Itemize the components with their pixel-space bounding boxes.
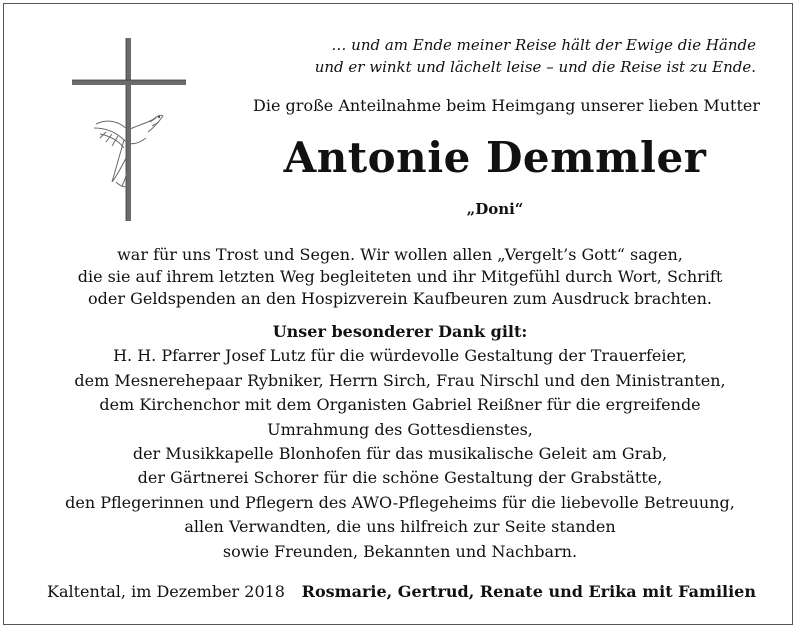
motto-line: und er winkt und lächelt leise – und die Reise ist zu Ende. — [314, 58, 756, 76]
thanks-line: dem Kirchenchor mit dem Organisten Gabriel Reißner für die ergreifende — [99, 395, 701, 415]
thanks-line: dem Mesnerehepaar Rybniker, Herrn Sirch, Frau Nirschl und den Ministranten, — [74, 370, 726, 390]
thanks-line: der Gärtnerei Schorer für die schöne Gestaltung der Grabstätte, — [137, 468, 663, 488]
gratitude-line: war für uns Trost und Segen. Wir wollen allen „Vergelt’s Gott“ sagen, — [117, 245, 683, 264]
signatories: Rosmarie, Gertrud, Renate und Erika mit Familien — [301, 582, 756, 601]
gratitude-paragraph — [0, 244, 800, 310]
cross-with-dove-icon — [66, 36, 196, 226]
thanks-line: Umrahmung des Gottesdienstes, — [267, 419, 533, 439]
gratitude-line: oder Geldspenden an den Hospizverein Kaufbeuren zum Ausdruck brachten. — [88, 289, 712, 308]
deceased-nickname: „Doni“ — [466, 200, 524, 218]
deceased-name: Antonie Demmler — [283, 133, 707, 182]
place-and-date: Kaltental, im Dezember 2018 — [47, 582, 285, 601]
thanks-line: sowie Freunden, Bekannten und Nachbarn. — [222, 541, 578, 561]
thanks-title: Unser besonderer Dank gilt: — [272, 322, 528, 341]
thanks-line: den Pflegerinnen und Pflegern des AWO-Pflegeheims für die liebevolle Betreuung, — [65, 492, 735, 512]
motto-line: … und am Ende meiner Reise hält der Ewige die Hände — [331, 36, 756, 54]
thanks-line: allen Verwandten, die uns hilfreich zur Seite standen — [184, 517, 616, 537]
intro-text: Die große Anteilnahme beim Heimgang unserer lieben Mutter — [253, 96, 760, 115]
thanks-line: der Musikkapelle Blonhofen für das musikalische Geleit am Grab, — [132, 444, 668, 464]
special-thanks-section — [0, 320, 800, 564]
motto-quote — [256, 34, 756, 78]
thanks-line: H. H. Pfarrer Josef Lutz für die würdevolle Gestaltung der Trauerfeier, — [113, 346, 687, 366]
gratitude-line: die sie auf ihrem letzten Weg begleiteten und ihr Mitgefühl durch Wort, Schrift — [77, 267, 723, 286]
